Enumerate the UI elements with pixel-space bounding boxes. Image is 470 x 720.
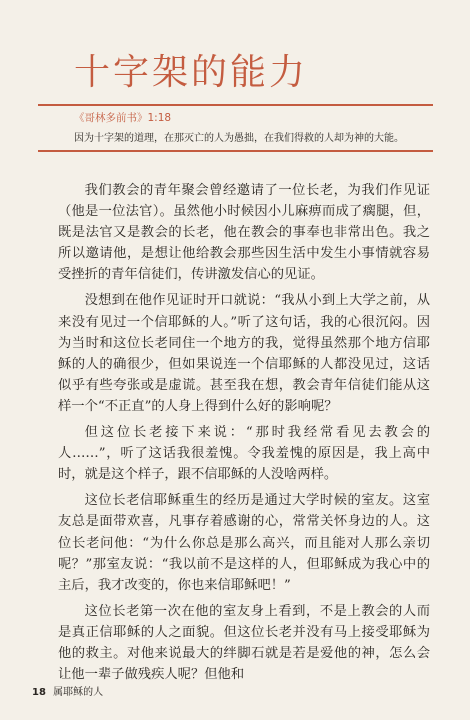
bottom-divider: [38, 150, 433, 152]
book-title: 属耶稣的人: [53, 687, 104, 698]
paragraph: 但这位长老接下来说：“那时我经常看见去教会的人……”，听了这话我很羞愧。令我羞愧的原因是，我上高中时，就是这个样子，跟不信耶稣的人没啥两样。: [58, 425, 430, 483]
chapter-title: 十字架的能力: [74, 52, 309, 93]
page-footer: [32, 683, 103, 698]
scripture-reference: 《哥林多前书》1:18: [74, 112, 172, 124]
top-divider: [38, 104, 433, 106]
paragraph: 这位长老信耶稣重生的经历是通过大学时候的室友。这室友总是面带欢喜，凡事存着感谢的心，常常关怀身边的人。这位长老问他：“为什么你总是那么高兴，而且能对人那么亲切呢？”那室友说：“我以前不是这样的人，但耶稣成为我心中的主后，我才改变的，你也来信耶稣吧！”: [58, 493, 430, 593]
paragraph: 这位长老第一次在他的室友身上看到，不是上教会的人而是真正信耶稣的人之面貌。但这位长老并没有马上接受耶稣为他的救主。对他来说最大的绊脚石就是若是爱他的神，怎么会让他一辈子做残疾人呢？但他和: [58, 603, 430, 683]
paragraph: 没想到在他作见证时开口就说：“我从小到上大学之前，从来没有见过一个信耶稣的人。”听了这句话，我的心很沉闷。因为当时和这位长老同住一个地方的我，觉得虽然那个地方信耶稣的人的确很少，但如果说连一个信耶稣的人都没见过，这话似乎有些夸张或是虚谎。甚至我在想，教会青年信徒们能从这样一个“不正直”的人身上得到什么好的影响呢？: [58, 293, 430, 414]
scripture-verse: 因为十字架的道理，在那灭亡的人为愚拙，在我们得救的人却为神的大能。: [74, 133, 404, 144]
paragraph: 我们教会的青年聚会曾经邀请了一位长老，为我们作见证（他是一位法官）。虽然他小时候因小儿麻痹而成了瘸腿，但，既是法官又是教会的长老，他在教会的事奉也非常出色。我之所以邀请他，是想让他给教会那些因生活中发生小事情就容易受挫折的青年信徒们，传讲激发信心的见证。: [58, 183, 430, 283]
page-number: 18: [32, 687, 46, 698]
body-text: [58, 180, 430, 690]
